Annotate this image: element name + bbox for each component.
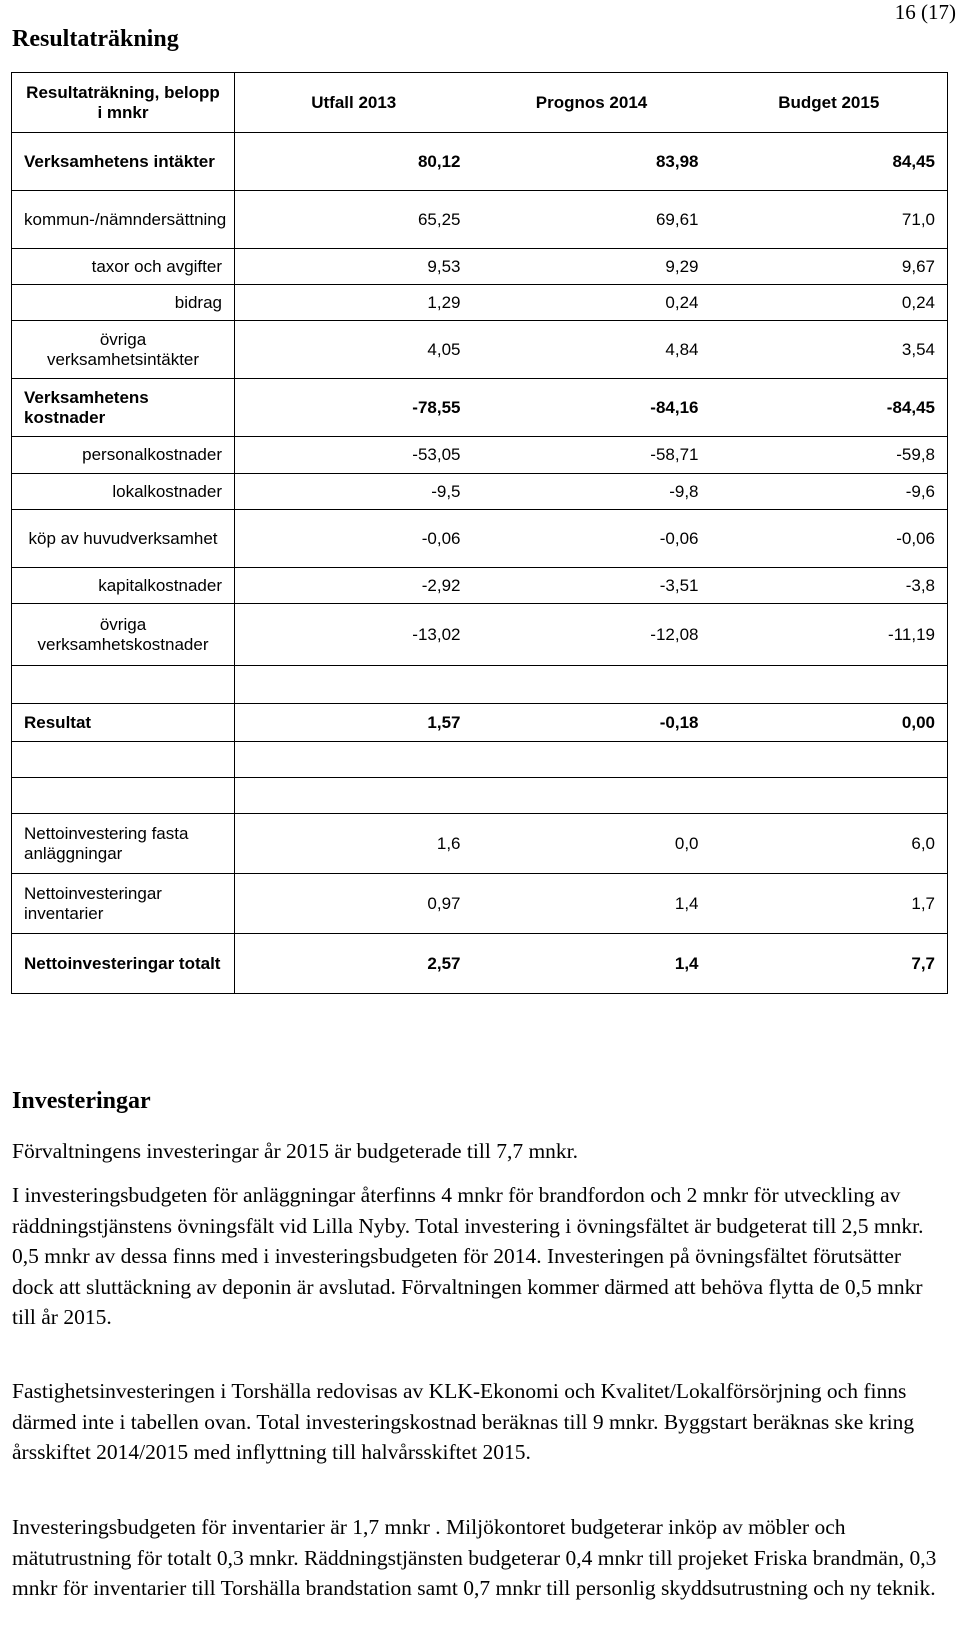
table-row <box>12 568 948 604</box>
cell-prognos-2014: 69,61 <box>473 191 711 249</box>
row-label: Resultat <box>12 704 235 742</box>
row-label: Nettoinvesteringar inventarier <box>12 874 235 934</box>
table-row <box>12 285 948 321</box>
table-row <box>12 321 948 379</box>
page-number: 16 (17) <box>894 0 956 24</box>
table-header-row <box>12 73 948 133</box>
cell-utfall-2013: -13,02 <box>235 604 473 666</box>
row-label: Verksamhetens kostnader <box>12 379 235 437</box>
cell-budget-2015: 1,7 <box>711 874 948 934</box>
cell-prognos-2014: 1,4 <box>473 874 711 934</box>
result-table <box>11 72 948 994</box>
cell-utfall-2013: -2,92 <box>235 568 473 604</box>
row-label: taxor och avgifter <box>12 249 235 285</box>
cell-utfall-2013: 0,97 <box>235 874 473 934</box>
cell-utfall-2013: -78,55 <box>235 379 473 437</box>
row-label: Nettoinvesteringar totalt <box>12 934 235 994</box>
cell-prognos-2014: -9,8 <box>473 474 711 510</box>
table-header-label: Resultaträkning, belopp i mnkr <box>12 73 235 133</box>
row-label: köp av huvudverksamhet <box>12 510 235 568</box>
row-label: lokalkostnader <box>12 474 235 510</box>
row-label: bidrag <box>12 285 235 321</box>
row-label: övriga verksamhetsintäkter <box>12 321 235 379</box>
table-row <box>12 133 948 191</box>
table-spacer-row <box>12 666 948 704</box>
cell-utfall-2013: 1,29 <box>235 285 473 321</box>
row-label: Nettoinvestering fasta anläggningar <box>12 814 235 874</box>
cell-prognos-2014: -58,71 <box>473 437 711 474</box>
table-row <box>12 814 948 874</box>
cell-budget-2015: 84,45 <box>711 133 948 191</box>
table-header-utfall-2013: Utfall 2013 <box>235 73 473 133</box>
cell-budget-2015: -9,6 <box>711 474 948 510</box>
table-spacer-row <box>12 778 948 814</box>
table-row <box>12 510 948 568</box>
section-heading-investeringar: Investeringar <box>12 1088 151 1114</box>
row-label: Verksamhetens intäkter <box>12 133 235 191</box>
row-label: kommun-/nämndersättning <box>12 191 235 249</box>
paragraph: Investeringsbudgeten för inventarier är 1,7 mnkr . Miljökontoret budgeterar inköp av möbler och mätutrustning för totalt 0,3 mnkr. Räddningstjänsten budgeterar 0,4 mnkr till projeket Friska brandmän, 0,3 mnkr för inventarier till Torshälla brandstation samt 0,7 mnkr till personlig skyddsutrustning och ny teknik. <box>12 1515 937 1600</box>
table-header-prognos-2014: Prognos 2014 <box>473 73 711 133</box>
cell-utfall-2013: 1,57 <box>235 704 473 742</box>
cell-budget-2015: -3,8 <box>711 568 948 604</box>
cell-prognos-2014: -12,08 <box>473 604 711 666</box>
table-row <box>12 437 948 474</box>
paragraph: I investeringsbudgeten för anläggningar återfinns 4 mnkr för brandfordon och 2 mnkr för utveckling av räddningstjänstens övningsfält vid Lilla Nyby. Total investering i övningsfältet är budgeterat till 2,5 mnkr. 0,5 mnkr av dessa finns med i investeringsbudgeten för 2014. Investeringen på övningsfältet förutsätter dock att sluttäckning av deponin är avslutad. Förvaltningen kommer därmed att behöva flytta de 0,5 mnkr till år 2015. <box>12 1183 924 1329</box>
row-label: personalkostnader <box>12 437 235 474</box>
cell-budget-2015: 7,7 <box>711 934 948 994</box>
cell-prognos-2014: 0,24 <box>473 285 711 321</box>
cell-budget-2015: 0,00 <box>711 704 948 742</box>
cell-budget-2015: 0,24 <box>711 285 948 321</box>
cell-utfall-2013: 9,53 <box>235 249 473 285</box>
table-row <box>12 704 948 742</box>
table-row <box>12 934 948 994</box>
cell-utfall-2013: -9,5 <box>235 474 473 510</box>
paragraph: Fastighetsinvesteringen i Torshälla redovisas av KLK-Ekonomi och Kvalitet/Lokalförsörjning och finns därmed inte i tabellen ovan. Total investeringskostnad beräknas till 9 mnkr. Byggstart beräknas ske kring årsskiftet 2014/2015 med inflyttning till halvårsskiftet 2015. <box>12 1379 915 1464</box>
cell-budget-2015: -0,06 <box>711 510 948 568</box>
cell-prognos-2014: -3,51 <box>473 568 711 604</box>
cell-prognos-2014: 1,4 <box>473 934 711 994</box>
cell-prognos-2014: -0,18 <box>473 704 711 742</box>
cell-utfall-2013: 2,57 <box>235 934 473 994</box>
cell-budget-2015: 71,0 <box>711 191 948 249</box>
table-row <box>12 474 948 510</box>
cell-utfall-2013: -0,06 <box>235 510 473 568</box>
cell-budget-2015: 6,0 <box>711 814 948 874</box>
cell-prognos-2014: -84,16 <box>473 379 711 437</box>
table-header-budget-2015: Budget 2015 <box>711 73 948 133</box>
row-label: övriga verksamhetskostnader <box>12 604 235 666</box>
cell-utfall-2013: 65,25 <box>235 191 473 249</box>
table-row <box>12 249 948 285</box>
cell-budget-2015: -84,45 <box>711 379 948 437</box>
cell-utfall-2013: 1,6 <box>235 814 473 874</box>
cell-utfall-2013: 80,12 <box>235 133 473 191</box>
cell-utfall-2013: -53,05 <box>235 437 473 474</box>
cell-prognos-2014: -0,06 <box>473 510 711 568</box>
table-row <box>12 191 948 249</box>
table-row <box>12 379 948 437</box>
cell-prognos-2014: 4,84 <box>473 321 711 379</box>
cell-budget-2015: 3,54 <box>711 321 948 379</box>
row-label: kapitalkostnader <box>12 568 235 604</box>
page-title: Resultaträkning <box>12 26 179 52</box>
table-row <box>12 874 948 934</box>
paragraph: Förvaltningens investeringar år 2015 är budgeterade till 7,7 mnkr. <box>12 1139 579 1163</box>
cell-budget-2015: -59,8 <box>711 437 948 474</box>
cell-prognos-2014: 0,0 <box>473 814 711 874</box>
table-row <box>12 604 948 666</box>
cell-utfall-2013: 4,05 <box>235 321 473 379</box>
cell-budget-2015: 9,67 <box>711 249 948 285</box>
cell-prognos-2014: 9,29 <box>473 249 711 285</box>
table-spacer-row <box>12 742 948 778</box>
cell-budget-2015: -11,19 <box>711 604 948 666</box>
cell-prognos-2014: 83,98 <box>473 133 711 191</box>
